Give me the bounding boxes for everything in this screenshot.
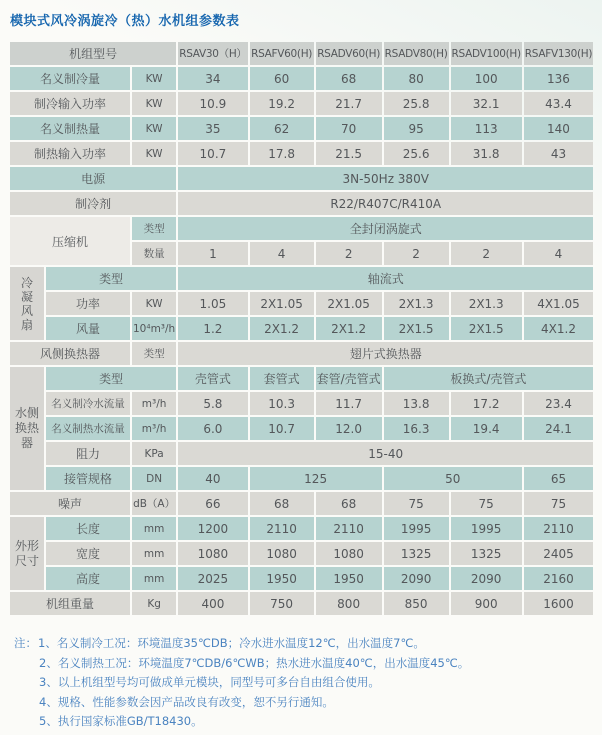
value-cell: 15-40 (178, 442, 593, 465)
value-cell: 19.2 (250, 92, 314, 115)
value-cell: 1600 (524, 592, 593, 615)
value-cell: 1325 (384, 542, 449, 565)
value-cell: 2110 (316, 517, 382, 540)
value-cell: 2090 (451, 567, 522, 590)
value-cell: 100 (451, 67, 522, 90)
value-cell: 1.2 (178, 317, 247, 340)
value-cell: 2X1.3 (384, 292, 449, 315)
row-label: 电源 (10, 167, 176, 190)
group-label-water-side-hx: 水侧换热器 (10, 367, 44, 490)
value-cell: 66 (178, 492, 247, 515)
value-cell: 2 (316, 242, 382, 265)
row-cooling-capacity (10, 67, 593, 90)
sub-label: 接管规格 (46, 467, 130, 490)
value-cell: 1080 (316, 542, 382, 565)
unit-cell: Kg (132, 592, 176, 615)
value-cell: 23.4 (524, 392, 593, 415)
value-cell: 板换式/壳管式 (384, 367, 594, 390)
value-cell: 70 (316, 117, 382, 140)
value-cell: 2025 (178, 567, 247, 590)
sub-label: 宽度 (46, 542, 130, 565)
value-cell: 2405 (524, 542, 593, 565)
row-label: 名义制冷量 (10, 67, 130, 90)
model-cell: RSAFV60(H) (250, 42, 314, 65)
value-cell: 10.9 (178, 92, 247, 115)
value-cell: 10.7 (178, 142, 247, 165)
note-text: 1、名义制冷工况：环境温度35℃DB；冷水进水温度12℃，出水温度7℃。 (38, 636, 425, 650)
value-cell: 80 (384, 67, 449, 90)
row-pipe-spec (10, 467, 593, 490)
value-cell: 2X1.3 (451, 292, 522, 315)
value-cell: 3N-50Hz 380V (178, 167, 593, 190)
value-cell: 21.7 (316, 92, 382, 115)
spec-table (8, 40, 595, 617)
value-cell: 140 (524, 117, 593, 140)
value-cell: 套管式 (250, 367, 314, 390)
note-line-5: 5、执行国家标准GB/T18430。 (39, 714, 203, 728)
value-cell: 800 (316, 592, 382, 615)
value-cell: 6.0 (178, 417, 247, 440)
row-hot-flow (10, 417, 593, 440)
value-cell: 24.1 (524, 417, 593, 440)
value-cell: 1325 (451, 542, 522, 565)
value-cell: 43 (524, 142, 593, 165)
value-cell: 750 (250, 592, 314, 615)
unit-cell: KW (132, 117, 176, 140)
value-cell: 68 (250, 492, 314, 515)
sub-label: 风量 (46, 317, 130, 340)
value-cell: 40 (178, 467, 247, 490)
header-row (10, 42, 593, 65)
value-cell: 75 (384, 492, 449, 515)
value-cell: 翅片式换热器 (178, 342, 593, 365)
value-cell: 125 (250, 467, 382, 490)
model-cell: RSADV100(H) (451, 42, 522, 65)
value-cell: 1080 (178, 542, 247, 565)
value-cell: 1.05 (178, 292, 247, 315)
sub-label: 长度 (46, 517, 130, 540)
value-cell: 4 (524, 242, 593, 265)
unit-cell: KW (132, 142, 176, 165)
value-cell: 套管/壳管式 (316, 367, 382, 390)
value-cell: 4X1.05 (524, 292, 593, 315)
notes-prefix: 注： (14, 636, 37, 650)
unit-cell: mm (132, 517, 176, 540)
value-cell: 1950 (250, 567, 314, 590)
value-cell: 75 (524, 492, 593, 515)
row-fan-airflow (10, 317, 593, 340)
note-line-3: 3、以上机组型号均可做成单元模块，同型号可多台自由组合使用。 (39, 675, 380, 689)
value-cell: 60 (250, 67, 314, 90)
value-cell: 50 (384, 467, 522, 490)
sub-label: 类型 (46, 367, 176, 390)
row-weight (10, 592, 593, 615)
value-cell: 17.8 (250, 142, 314, 165)
value-cell: 113 (451, 117, 522, 140)
value-cell: 2X1.5 (384, 317, 449, 340)
value-cell: 62 (250, 117, 314, 140)
value-cell: 2 (384, 242, 449, 265)
row-label: 噪声 (10, 492, 130, 515)
sub-label: 名义制热水流量 (46, 417, 130, 440)
unit-cell: mm (132, 542, 176, 565)
value-cell: 11.7 (316, 392, 382, 415)
value-cell: 1995 (451, 517, 522, 540)
value-cell: 2110 (524, 517, 593, 540)
value-cell: 850 (384, 592, 449, 615)
page-title: 模块式风冷涡旋冷（热）水机组参数表 (10, 14, 240, 29)
row-label: 风侧换热器 (10, 342, 130, 365)
value-cell: 900 (451, 592, 522, 615)
value-cell: 1995 (384, 517, 449, 540)
row-length (10, 517, 593, 540)
row-label: 名义制热量 (10, 117, 130, 140)
row-label: 制冷剂 (10, 192, 176, 215)
value-cell: 68 (316, 67, 382, 90)
unit-cell: dB（A） (132, 492, 176, 515)
value-cell: 2X1.5 (451, 317, 522, 340)
sub-label: 类型 (46, 267, 176, 290)
value-cell: 75 (451, 492, 522, 515)
value-cell: 全封闭涡旋式 (178, 217, 593, 240)
value-cell: 400 (178, 592, 247, 615)
row-power-supply (10, 167, 593, 190)
row-label: 机组重量 (10, 592, 130, 615)
unit-cell: KPa (132, 442, 176, 465)
model-cell: RSAV30（H） (178, 42, 247, 65)
unit-cell: KW (132, 292, 176, 315)
unit-cell: 10⁴m³/h (132, 317, 176, 340)
value-cell: 1950 (316, 567, 382, 590)
value-cell: 2160 (524, 567, 593, 590)
value-cell: 壳管式 (178, 367, 247, 390)
sub-label: 功率 (46, 292, 130, 315)
value-cell: 43.4 (524, 92, 593, 115)
notes (14, 634, 594, 732)
value-cell: 2110 (250, 517, 314, 540)
row-noise (10, 492, 593, 515)
sub-label: 名义制冷水流量 (46, 392, 130, 415)
value-cell: 4X1.2 (524, 317, 593, 340)
group-label-condensing-fan: 冷凝风扇 (10, 267, 44, 340)
row-width (10, 542, 593, 565)
value-cell: 19.4 (451, 417, 522, 440)
note-line-2: 2、名义制热工况：环境温度7℃DB/6℃WB；热水进水温度40℃，出水温度45℃。 (39, 655, 470, 670)
value-cell: 10.3 (250, 392, 314, 415)
value-cell: 2090 (384, 567, 449, 590)
row-chilled-flow (10, 392, 593, 415)
row-refrigerant (10, 192, 593, 215)
row-resistance (10, 442, 593, 465)
sub-label: 阻力 (46, 442, 130, 465)
sub-label: 类型 (132, 342, 176, 365)
value-cell: 1200 (178, 517, 247, 540)
value-cell: R22/R407C/R410A (178, 192, 593, 215)
unit-cell: mm (132, 567, 176, 590)
unit-cell: m³/h (132, 392, 176, 415)
row-fan-type (10, 267, 593, 290)
value-cell: 2X1.05 (250, 292, 314, 315)
value-cell: 2X1.2 (250, 317, 314, 340)
value-cell: 4 (250, 242, 314, 265)
value-cell: 95 (384, 117, 449, 140)
row-water-hx-type (10, 367, 593, 390)
row-air-side-hx (10, 342, 593, 365)
model-cell: RSADV60(H) (316, 42, 382, 65)
unit-cell: m³/h (132, 417, 176, 440)
row-heating-capacity (10, 117, 593, 140)
value-cell: 68 (316, 492, 382, 515)
row-compressor-type (10, 217, 593, 240)
model-cell: RSAFV130(H) (524, 42, 593, 65)
unit-cell: KW (132, 67, 176, 90)
value-cell: 32.1 (451, 92, 522, 115)
value-cell: 35 (178, 117, 247, 140)
value-cell: 5.8 (178, 392, 247, 415)
value-cell: 轴流式 (178, 267, 593, 290)
row-cooling-input (10, 92, 593, 115)
value-cell: 136 (524, 67, 593, 90)
value-cell: 2 (451, 242, 522, 265)
row-heating-input (10, 142, 593, 165)
value-cell: 17.2 (451, 392, 522, 415)
unit-cell: DN (132, 467, 176, 490)
value-cell: 10.7 (250, 417, 314, 440)
value-cell: 25.6 (384, 142, 449, 165)
value-cell: 13.8 (384, 392, 449, 415)
value-cell: 2X1.05 (316, 292, 382, 315)
row-height (10, 567, 593, 590)
value-cell: 25.8 (384, 92, 449, 115)
value-cell: 31.8 (451, 142, 522, 165)
row-label: 制冷输入功率 (10, 92, 130, 115)
sub-label: 类型 (132, 217, 176, 240)
sub-label: 数量 (132, 242, 176, 265)
value-cell: 1080 (250, 542, 314, 565)
group-label-compressor: 压缩机 (10, 217, 130, 265)
row-fan-power (10, 292, 593, 315)
header-model-label: 机组型号 (10, 42, 176, 65)
value-cell: 1 (178, 242, 247, 265)
value-cell: 12.0 (316, 417, 382, 440)
value-cell: 65 (524, 467, 593, 490)
value-cell: 21.5 (316, 142, 382, 165)
unit-cell: KW (132, 92, 176, 115)
note-line-1 (14, 634, 594, 654)
group-label-dimensions: 外形尺寸 (10, 517, 44, 590)
value-cell: 34 (178, 67, 247, 90)
row-label: 制热输入功率 (10, 142, 130, 165)
note-line-4: 4、规格、性能参数会因产品改良有改变，恕不另行通知。 (39, 694, 334, 709)
sub-label: 高度 (46, 567, 130, 590)
value-cell: 2X1.2 (316, 317, 382, 340)
model-cell: RSADV80(H) (384, 42, 449, 65)
value-cell: 16.3 (384, 417, 449, 440)
